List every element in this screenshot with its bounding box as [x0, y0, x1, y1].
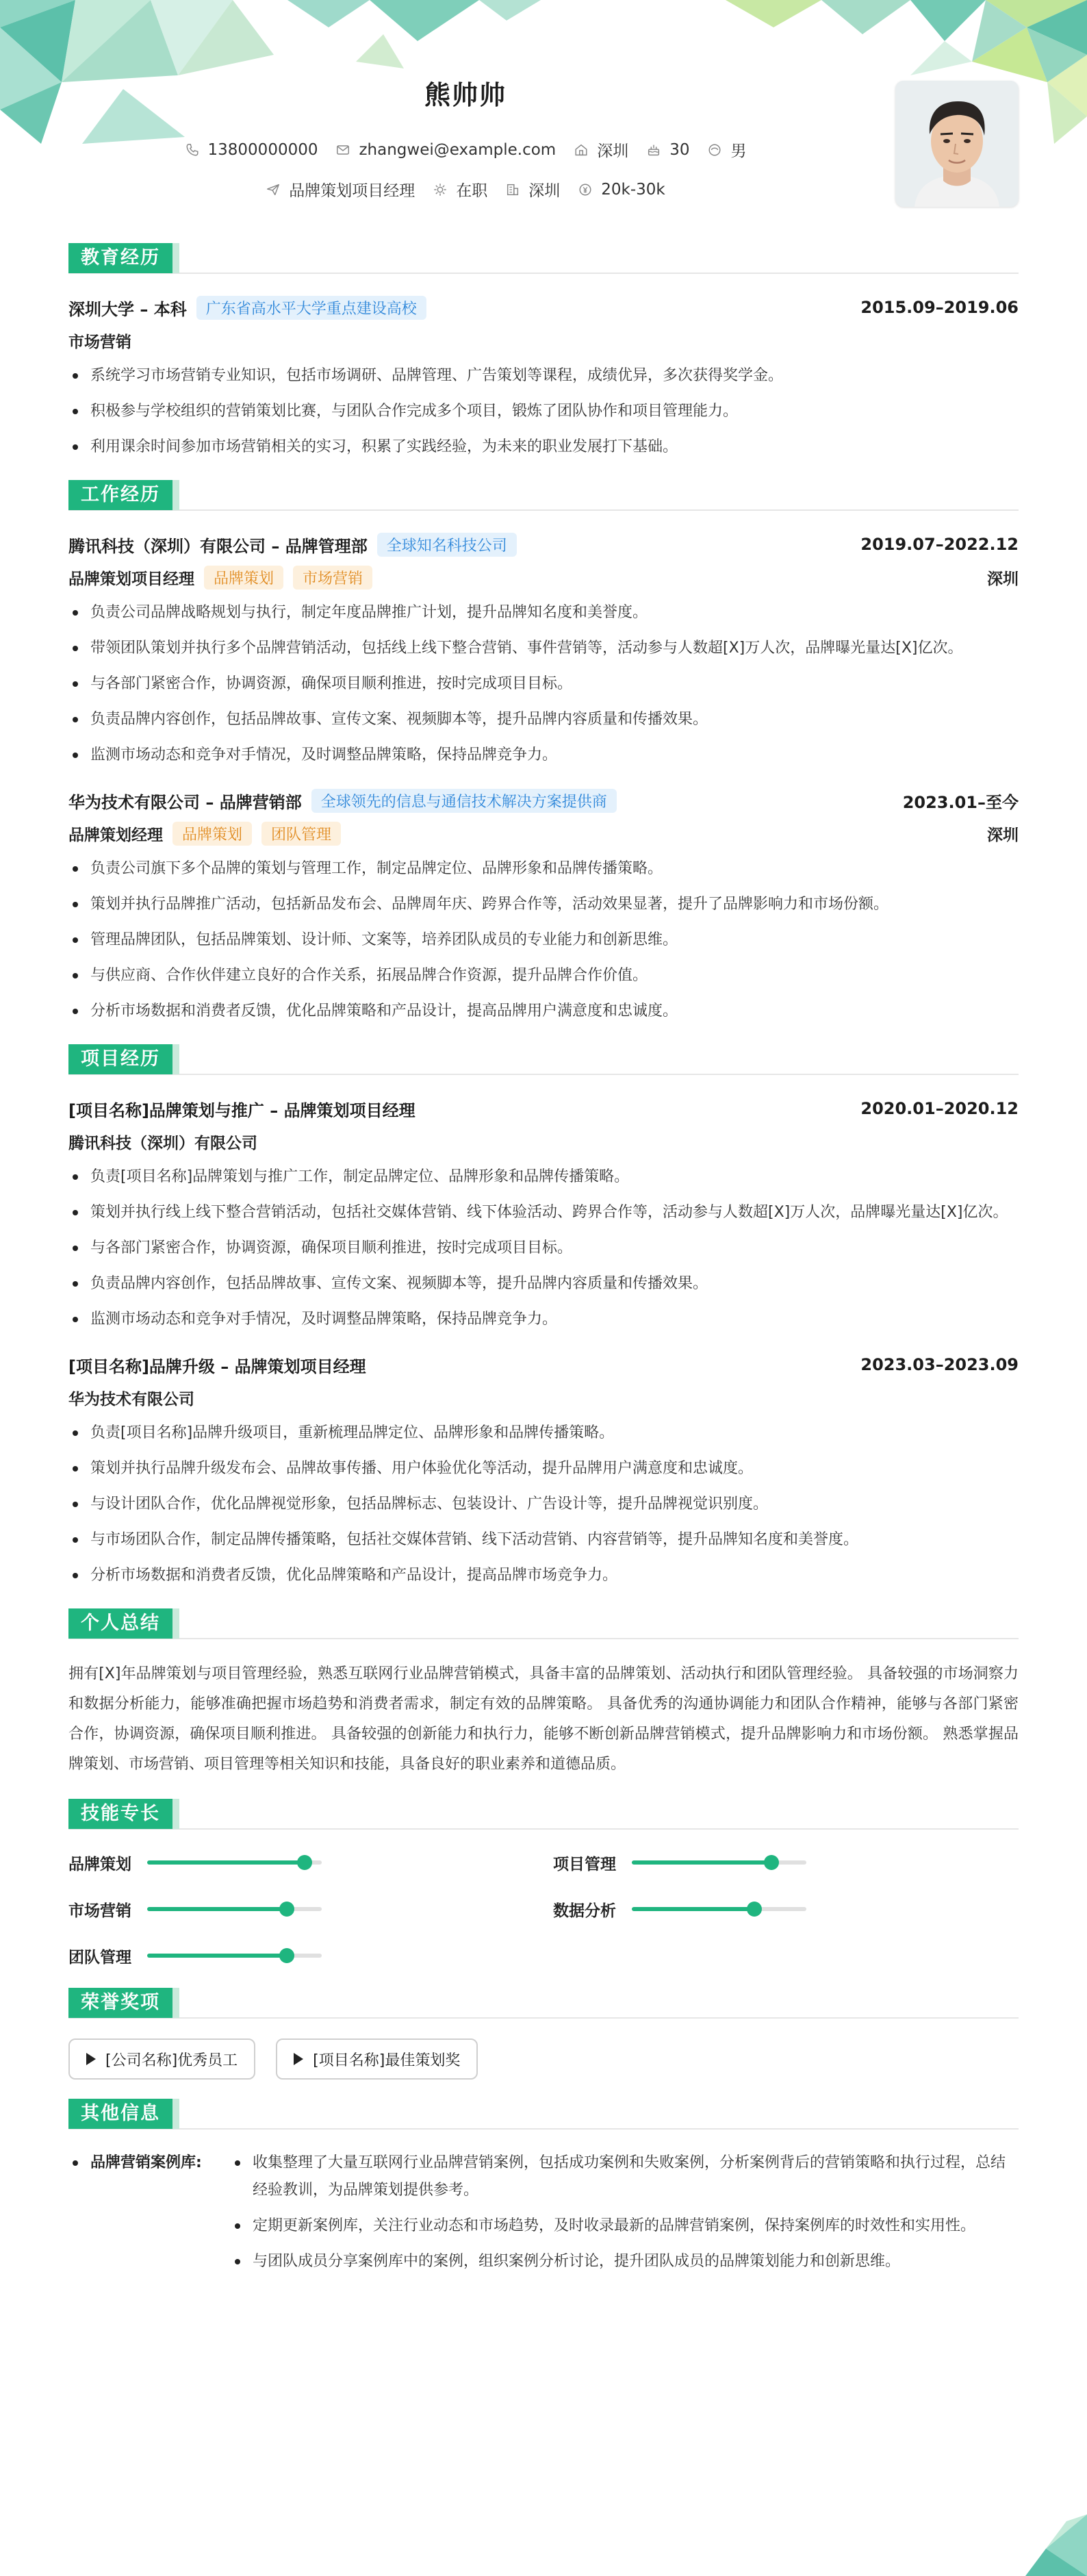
target-city-info	[505, 178, 560, 201]
skill-item	[68, 1849, 553, 1876]
skill-fill	[632, 1907, 754, 1911]
summary-text: 拥有[X]年品牌策划与项目管理经验，熟悉互联网行业品牌营销模式，具备丰富的品牌策划、活动执行和团队管理经验。 具备较强的市场洞察力和数据分析能力，能够准确把握市场趋势和消费者需求，制定有效的品牌策略。 具备优秀的沟通协调能力和团队合作精神，能够与各部门紧密合作，协调资源，确保项目顺利推进。 具备较强的创新能力和执行力，能够不断创新品牌营销模式，提升品牌影响力和市场份额。 熟悉掌握品牌策划、市场营销、项目管理等相关知识和技能，具备良好的职业素养和道德品质。	[68, 1665, 1019, 1773]
role-tag: 品牌策划	[172, 822, 252, 846]
expected-salary: 20k-30k	[601, 180, 665, 199]
award-item	[276, 2038, 478, 2080]
skill-name: 品牌策划	[68, 1855, 131, 1873]
skill-knob	[764, 1855, 779, 1870]
project-company: 华为技术有限公司	[68, 1390, 194, 1409]
skill-knob	[747, 1902, 762, 1917]
company-name: 华为技术有限公司 – 品牌营销部	[68, 792, 302, 812]
section-label: 教育经历	[68, 243, 172, 273]
skill-knob	[297, 1855, 312, 1870]
project-head	[68, 1095, 1019, 1122]
skill-knob	[279, 1902, 294, 1917]
email-address: zhangwei@example.com	[359, 140, 557, 159]
skill-fill	[147, 1907, 287, 1911]
project-title: [项目名称]品牌策划与推广 – 品牌策划项目经理	[68, 1100, 415, 1120]
city-value: 深圳	[597, 142, 629, 160]
work-location: 深圳	[987, 570, 1019, 588]
home-icon	[574, 142, 589, 157]
skill-item	[68, 1943, 553, 1969]
target-position: 品牌策划项目经理	[289, 182, 415, 200]
gender-info	[707, 138, 746, 161]
list-item: 管理品牌团队，包括品牌策划、设计师、文案等，培养团队成员的专业能力和创新思维。	[68, 926, 1019, 954]
section-title-projects	[68, 1044, 1019, 1074]
list-item: 分析市场数据和消费者反馈，优化品牌策略和产品设计，提高品牌市场竞争力。	[68, 1562, 1019, 1589]
list-item: 监测市场动态和竞争对手情况，及时调整品牌策略，保持品牌竞争力。	[68, 1306, 1019, 1333]
section-title-work	[68, 480, 1019, 510]
role-title: 品牌策划经理	[68, 826, 163, 844]
target-city: 深圳	[528, 182, 561, 200]
list-item: 负责公司品牌战略规划与执行，制定年度品牌推广计划，提升品牌知名度和美誉度。	[68, 599, 1019, 627]
email-icon	[335, 142, 350, 157]
work-role-row	[68, 820, 1019, 847]
project-company-row	[68, 1128, 1019, 1155]
phone-icon	[185, 142, 200, 157]
phone-number: 13800000000	[207, 140, 318, 159]
skill-bar	[147, 1860, 322, 1865]
section-title-skills	[68, 1799, 1019, 1829]
section-label: 工作经历	[68, 480, 172, 510]
city-info	[574, 138, 628, 161]
other-info-bullets	[231, 2149, 1019, 2275]
project-company-row	[68, 1384, 1019, 1411]
project-date: 2023.03–2023.09	[860, 1355, 1019, 1374]
section-label: 其他信息	[68, 2099, 172, 2129]
job-intent-row	[0, 178, 931, 201]
list-item: 与各部门紧密合作，协调资源，确保项目顺利推进，按时完成项目目标。	[68, 1235, 1019, 1262]
skill-fill	[147, 1954, 287, 1958]
award-label: [公司名称]优秀员工	[105, 2051, 238, 2069]
skill-name: 数据分析	[553, 1902, 616, 1920]
list-item: 与设计团队合作，优化品牌视觉形象，包括品牌标志、包装设计、广告设计等，提升品牌视觉识别度。	[68, 1491, 1019, 1518]
award-label: [项目名称]最佳策划奖	[313, 2051, 461, 2069]
work-head	[68, 531, 1019, 558]
list-item: 负责[项目名称]品牌策划与推广工作，制定品牌定位、品牌形象和品牌传播策略。	[68, 1163, 1019, 1191]
other-info	[68, 2149, 1019, 2284]
list-item: 负责[项目名称]品牌升级项目，重新梳理品牌定位、品牌形象和品牌传播策略。	[68, 1419, 1019, 1447]
section-title-summary	[68, 1608, 1019, 1639]
skill-name: 市场营销	[68, 1902, 131, 1920]
resume-content	[68, 243, 1019, 2284]
project-title: [项目名称]品牌升级 – 品牌策划项目经理	[68, 1356, 366, 1376]
play-icon	[294, 2053, 303, 2065]
work-date: 2019.07–2022.12	[860, 535, 1019, 554]
phone-info	[185, 141, 318, 159]
project-date: 2020.01–2020.12	[860, 1099, 1019, 1118]
age-icon	[646, 142, 661, 157]
play-icon	[86, 2053, 96, 2065]
awards-list	[68, 2038, 1019, 2080]
section-title-other	[68, 2099, 1019, 2129]
skill-bar	[147, 1954, 322, 1958]
avatar-portrait	[895, 81, 1019, 207]
gender-icon	[707, 142, 722, 157]
section-label: 个人总结	[68, 1608, 172, 1639]
list-item: 监测市场动态和竞争对手情况，及时调整品牌策略，保持品牌竞争力。	[68, 742, 1019, 769]
skill-knob	[279, 1948, 294, 1963]
education-bullets	[68, 362, 1019, 461]
skill-item	[68, 1896, 553, 1922]
skill-fill	[632, 1860, 771, 1865]
target-position-info	[266, 178, 415, 201]
work-head	[68, 787, 1019, 814]
list-item: 负责品牌内容创作，包括品牌故事、宣传文案、视频脚本等，提升品牌内容质量和传播效果。	[68, 706, 1019, 733]
school-name: 深圳大学 – 本科	[68, 299, 187, 319]
section-title-education	[68, 243, 1019, 273]
education-entry	[68, 294, 1019, 461]
education-date: 2015.09–2019.06	[860, 298, 1019, 317]
gender-value: 男	[730, 142, 747, 160]
project-bullets	[68, 1419, 1019, 1589]
skill-name: 项目管理	[553, 1855, 616, 1873]
company-tag: 全球知名科技公司	[377, 533, 517, 557]
company-tag: 全球领先的信息与通信技术解决方案提供商	[311, 789, 617, 813]
list-item: 与市场团队合作，制定品牌传播策略，包括社交媒体营销、线下活动营销、内容营销等，提升品牌知名度和美誉度。	[68, 1526, 1019, 1554]
work-role-row	[68, 564, 1019, 591]
work-location: 深圳	[987, 826, 1019, 844]
list-item: 策划并执行品牌升级发布会、品牌故事传播、用户体验优化等活动，提升品牌用户满意度和忠诚度。	[68, 1455, 1019, 1482]
project-head	[68, 1351, 1019, 1378]
project-entry	[68, 1351, 1019, 1589]
education-major-row	[68, 327, 1019, 354]
work-date: 2023.01–至今	[902, 792, 1019, 812]
role-tag: 品牌策划	[204, 566, 283, 590]
award-item	[68, 2038, 255, 2080]
section-label: 荣誉奖项	[68, 1988, 172, 2018]
list-item: 利用课余时间参加市场营销相关的实习，积累了实践经验，为未来的职业发展打下基础。	[68, 433, 1019, 461]
salary-icon	[578, 182, 593, 197]
status-info	[433, 178, 487, 201]
skill-bar	[632, 1860, 806, 1865]
role-tag: 团队管理	[261, 822, 341, 846]
list-item: 与供应商、合作伙伴建立良好的合作关系，拓展品牌合作资源，提升品牌合作价值。	[68, 962, 1019, 989]
age-value: 30	[669, 140, 690, 159]
resume-header	[0, 0, 1087, 233]
employment-status: 在职	[456, 182, 488, 200]
age-info	[646, 141, 689, 159]
list-item: 策划并执行品牌推广活动，包括新品发布会、品牌周年庆、跨界合作等，活动效果显著，提升了品牌影响力和市场份额。	[68, 891, 1019, 918]
skill-fill	[147, 1860, 305, 1865]
education-head	[68, 294, 1019, 321]
list-item: 分析市场数据和消费者反馈，优化品牌策略和产品设计，提高品牌用户满意度和忠诚度。	[68, 998, 1019, 1025]
send-icon	[266, 182, 281, 197]
skill-name: 团队管理	[68, 1948, 131, 1967]
list-item: 负责公司旗下多个品牌的策划与管理工作，制定品牌定位、品牌形象和品牌传播策略。	[68, 855, 1019, 883]
school-tag: 广东省高水平大学重点建设高校	[196, 296, 426, 320]
work-bullets	[68, 599, 1019, 769]
list-item: 带领团队策划并执行多个品牌营销活动，包括线上线下整合营销、事件营销等，活动参与人数超[X]万人次，品牌曝光量达[X]亿次。	[68, 635, 1019, 662]
role-tag: 市场营销	[293, 566, 372, 590]
email-info	[335, 141, 556, 159]
list-item: 收集整理了大量互联网行业品牌营销案例，包括成功案例和失败案例，分析案例背后的营销策略和执行过程，总结经验教训，为品牌策划提供参考。	[231, 2149, 1019, 2204]
work-bullets	[68, 855, 1019, 1025]
building-icon	[505, 182, 520, 197]
list-item: 策划并执行线上线下整合营销活动，包括社交媒体营销、线下体验活动、跨界合作等，活动参与人数超[X]万人次，品牌曝光量达[X]亿次。	[68, 1199, 1019, 1226]
list-item: 与团队成员分享案例库中的案例，组织案例分析讨论，提升团队成员的品牌策划能力和创新思维。	[231, 2248, 1019, 2275]
other-info-key: 品牌营销案例库:	[68, 2149, 231, 2177]
skill-bar	[632, 1907, 806, 1911]
skill-item	[553, 1896, 1019, 1922]
skill-bar	[147, 1907, 322, 1911]
major: 市场营销	[68, 333, 131, 351]
project-bullets	[68, 1163, 1019, 1333]
list-item: 负责品牌内容创作，包括品牌故事、宣传文案、视频脚本等，提升品牌内容质量和传播效果。	[68, 1270, 1019, 1298]
role-title: 品牌策划项目经理	[68, 570, 194, 588]
status-icon	[433, 182, 448, 197]
section-title-awards	[68, 1988, 1019, 2018]
company-name: 腾讯科技（深圳）有限公司 – 品牌管理部	[68, 536, 368, 556]
skills-grid	[68, 1849, 1019, 1969]
work-entry	[68, 787, 1019, 1025]
list-item: 系统学习市场营销专业知识，包括市场调研、品牌管理、广告策划等课程，成绩优异，多次获得奖学金。	[68, 362, 1019, 390]
work-entry	[68, 531, 1019, 769]
candidate-name: 熊帅帅	[424, 80, 507, 110]
list-item: 定期更新案例库，关注行业动态和市场趋势，及时收录最新的品牌营销案例，保持案例库的时效性和实用性。	[231, 2212, 1019, 2240]
list-item: 积极参与学校组织的营销策划比赛，与团队合作完成多个项目，锻炼了团队协作和项目管理能力。	[68, 398, 1019, 425]
decorative-corner-pattern	[1005, 2494, 1087, 2576]
skill-item	[553, 1849, 1019, 1876]
section-label: 项目经历	[68, 1044, 172, 1074]
avatar	[895, 81, 1019, 207]
project-entry	[68, 1095, 1019, 1333]
list-item: 与各部门紧密合作，协调资源，确保项目顺利推进，按时完成项目目标。	[68, 670, 1019, 698]
section-label: 技能专长	[68, 1799, 172, 1829]
salary-info	[578, 181, 665, 199]
project-company: 腾讯科技（深圳）有限公司	[68, 1134, 257, 1152]
contact-row	[0, 138, 931, 161]
